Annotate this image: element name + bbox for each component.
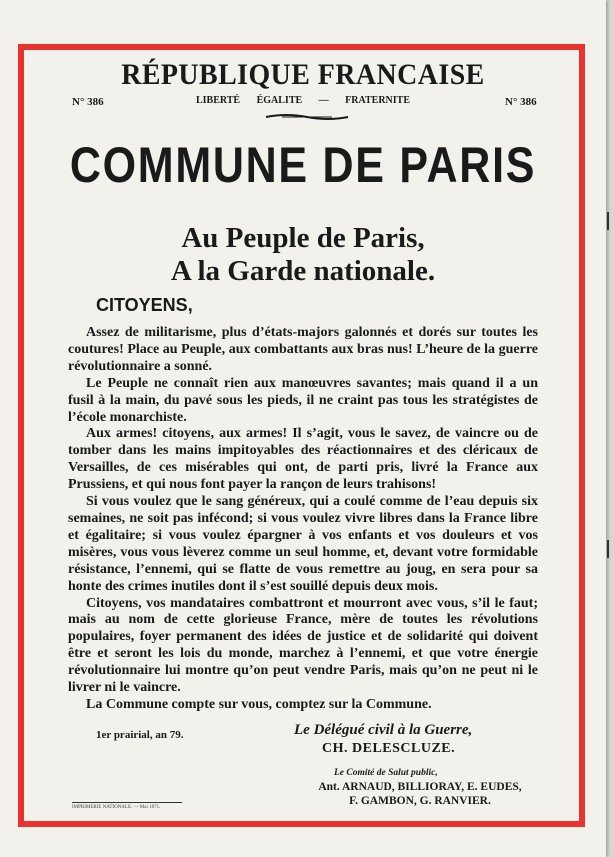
headline-line-1: Au Peuple de Paris, [181, 222, 425, 254]
main-title: COMMUNE DE PARIS [69, 137, 537, 193]
poster-number-right: N° 386 [505, 96, 537, 108]
proclamation-date: 1er prairial, an 79. [96, 729, 184, 741]
republic-heading: RÉPUBLIQUE FRANCAISE [121, 58, 485, 91]
paragraph: Le Peuple ne connaît rien aux manœuvres savantes; mais quand il a un fusil à la main, du pavé sous les pieds, il ne craint pas tous les stratégistes de l’école monarchiste. [68, 375, 538, 425]
committee-members [300, 780, 540, 808]
committee-title: Le Comité de Salut public, [334, 768, 438, 778]
printer-imprint: IMPRIMERIE NATIONALE. — Mai 1871. [72, 802, 182, 810]
paragraph: Si vous voulez que le sang généreux, qui a coulé comme de l’eau depuis six semaines, ne soit pas infécond; si vous voulez vivre libres dans la France libre et égalitaire; si vous voulez épargner à vos enfants et vos douleurs et vos misères, vous vous lèverez comme un seul homme, et, devant votre formidable résistance, l’ennemi, qui se flatte de vous remettre au joug, en sera pour sa honte des crimes inutiles dont il s’est souillé depuis deux mois. [68, 494, 538, 594]
binding-mark [607, 212, 609, 230]
members-line-2: F. GAMBON, G. RANVIER. [349, 795, 491, 807]
paragraph: Aux armes! citoyens, aux armes! Il s’agit, vous le savez, de vaincre ou de tomber dans les mains impitoyables des réactionnaires et des cléricaux de Versailles, de ces misérables qui ont, de parti pris, livré la France aux Prussiens, et qui nous font payer la rançon de leurs trahisons! [68, 426, 538, 493]
proclamation-body [68, 325, 538, 714]
signer-name: CH. DELESCLUZE. [322, 741, 456, 756]
flourish-ornament [264, 112, 350, 122]
headline-line-2: A la Garde nationale. [170, 255, 436, 287]
paragraph: La Commune compte sur vous, comptez sur la Commune. [86, 696, 432, 712]
paragraph: Citoyens, vos mandataires combattront et mourront avec vous, s’il le faut; mais au nom de cette glorieuse France, mère de toutes les révolutions populaires, foyer permanent des idées de justice et de solidarité qui doivent être et seront les lois du monde, marchez à l’ennemi, et que votre énergie révolutionnaire lui montre qu’on peut vendre Paris, mais qu’on ne peut ni le livrer ni le vaincre. [68, 595, 538, 696]
motto: LIBERTÉ ÉGALITE — FRATERNITE [195, 95, 410, 106]
paragraph: Assez de militarisme, plus d’états-majors galonnés et dorés sur toutes les coutures! Place au Peuple, aux combattants aux bras nus! L’heure de la guerre révolutionnaire a sonné. [68, 325, 538, 374]
delegate-title: Le Délégué civil à la Guerre, [294, 722, 473, 738]
binding-mark [607, 540, 609, 558]
members-line-1: Ant. ARNAUD, BILLIORAY, E. EUDES, [318, 781, 522, 793]
salutation: CITOYENS, [96, 295, 193, 315]
poster-number-left: N° 386 [72, 96, 104, 108]
